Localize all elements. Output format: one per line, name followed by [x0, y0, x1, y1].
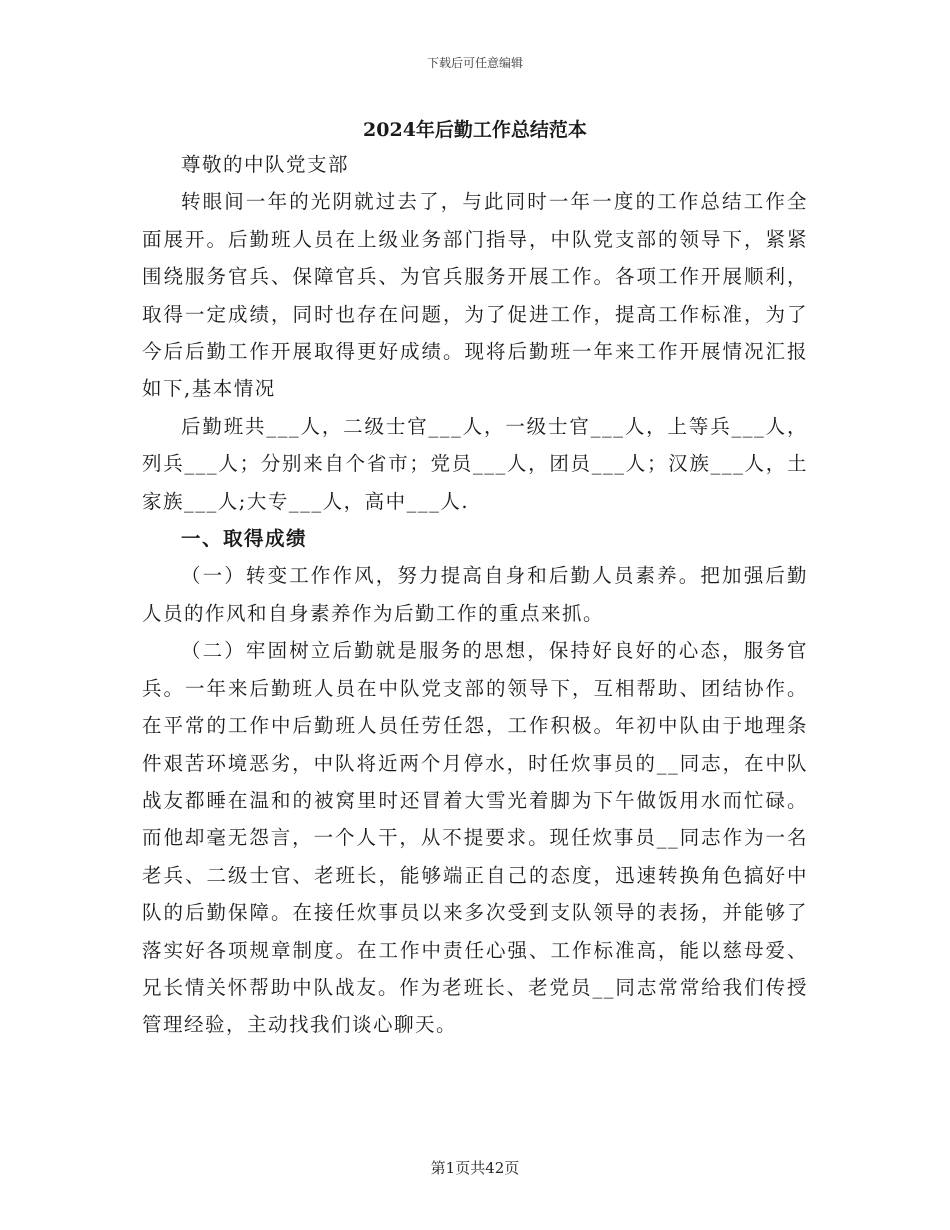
section-heading: 一、取得成绩	[181, 527, 308, 551]
page-footer: 第1页共42页	[430, 1159, 520, 1177]
paragraph-intro: 转眼间一年的光阴就过去了，与此同时一年一度的工作总结工作全面展开。后勤班人员在上级业务部门指导，中队党支部的领导下，紧紧围绕服务官兵、保障官兵、为官兵服务开展工作。各项工作开展顺利，取得一定成绩，同时也存在问题，为了促进工作，提高工作标准，为了今后后勤工作开展取得更好成绩。现将后勤班一年来工作开展情况汇报如下,基本情况	[142, 190, 808, 401]
document-title: 2024年后勤工作总结范本	[363, 119, 587, 141]
paragraph-item-2: （二）牢固树立后勤就是服务的思想，保持好良好的心态，服务官兵。一年来后勤班人员在中队党支部的领导下，互相帮助、团结协作。在平常的工作中后勤班人员任劳任怨，工作积极。年初中队由于地理条件艰苦环境恶劣，中队将近两个月停水，时任炊事员的__同志，在中队战友都睡在温和的被窝里时还冒着大雪光着脚为下午做饭用水而忙碌。而他却毫无怨言，一个人干，从不提要求。现任炊事员__同志作为一名老兵、二级士官、老班长，能够端正自己的态度，迅速转换角色搞好中队的后勤保障。在接任炊事员以来多次受到支队领导的表扬，并能够了落实好各项规章制度。在工作中责任心强、工作标准高，能以慈母爱、兄长情关怀帮助中队战友。作为老班长、老党员__同志常常给我们传授管理经验，主动找我们谈心聊天。	[142, 639, 808, 1037]
document-body	[142, 146, 808, 1044]
salutation: 尊敬的中队党支部	[181, 153, 350, 176]
paragraph-basic-info: 后勤班共___人，二级士官___人，一级士官___人，上等兵___人，列兵___人；分别来自个省市；党员___人，团员___人；汉族___人，土家族___人;大专___人，高中___人.	[142, 414, 808, 513]
header-note: 下载后可任意编辑	[426, 56, 523, 70]
paragraph-item-1: （一）转变工作作风，努力提高自身和后勤人员素养。把加强后勤人员的作风和自身素养作为后勤工作的重点来抓。	[142, 564, 808, 625]
